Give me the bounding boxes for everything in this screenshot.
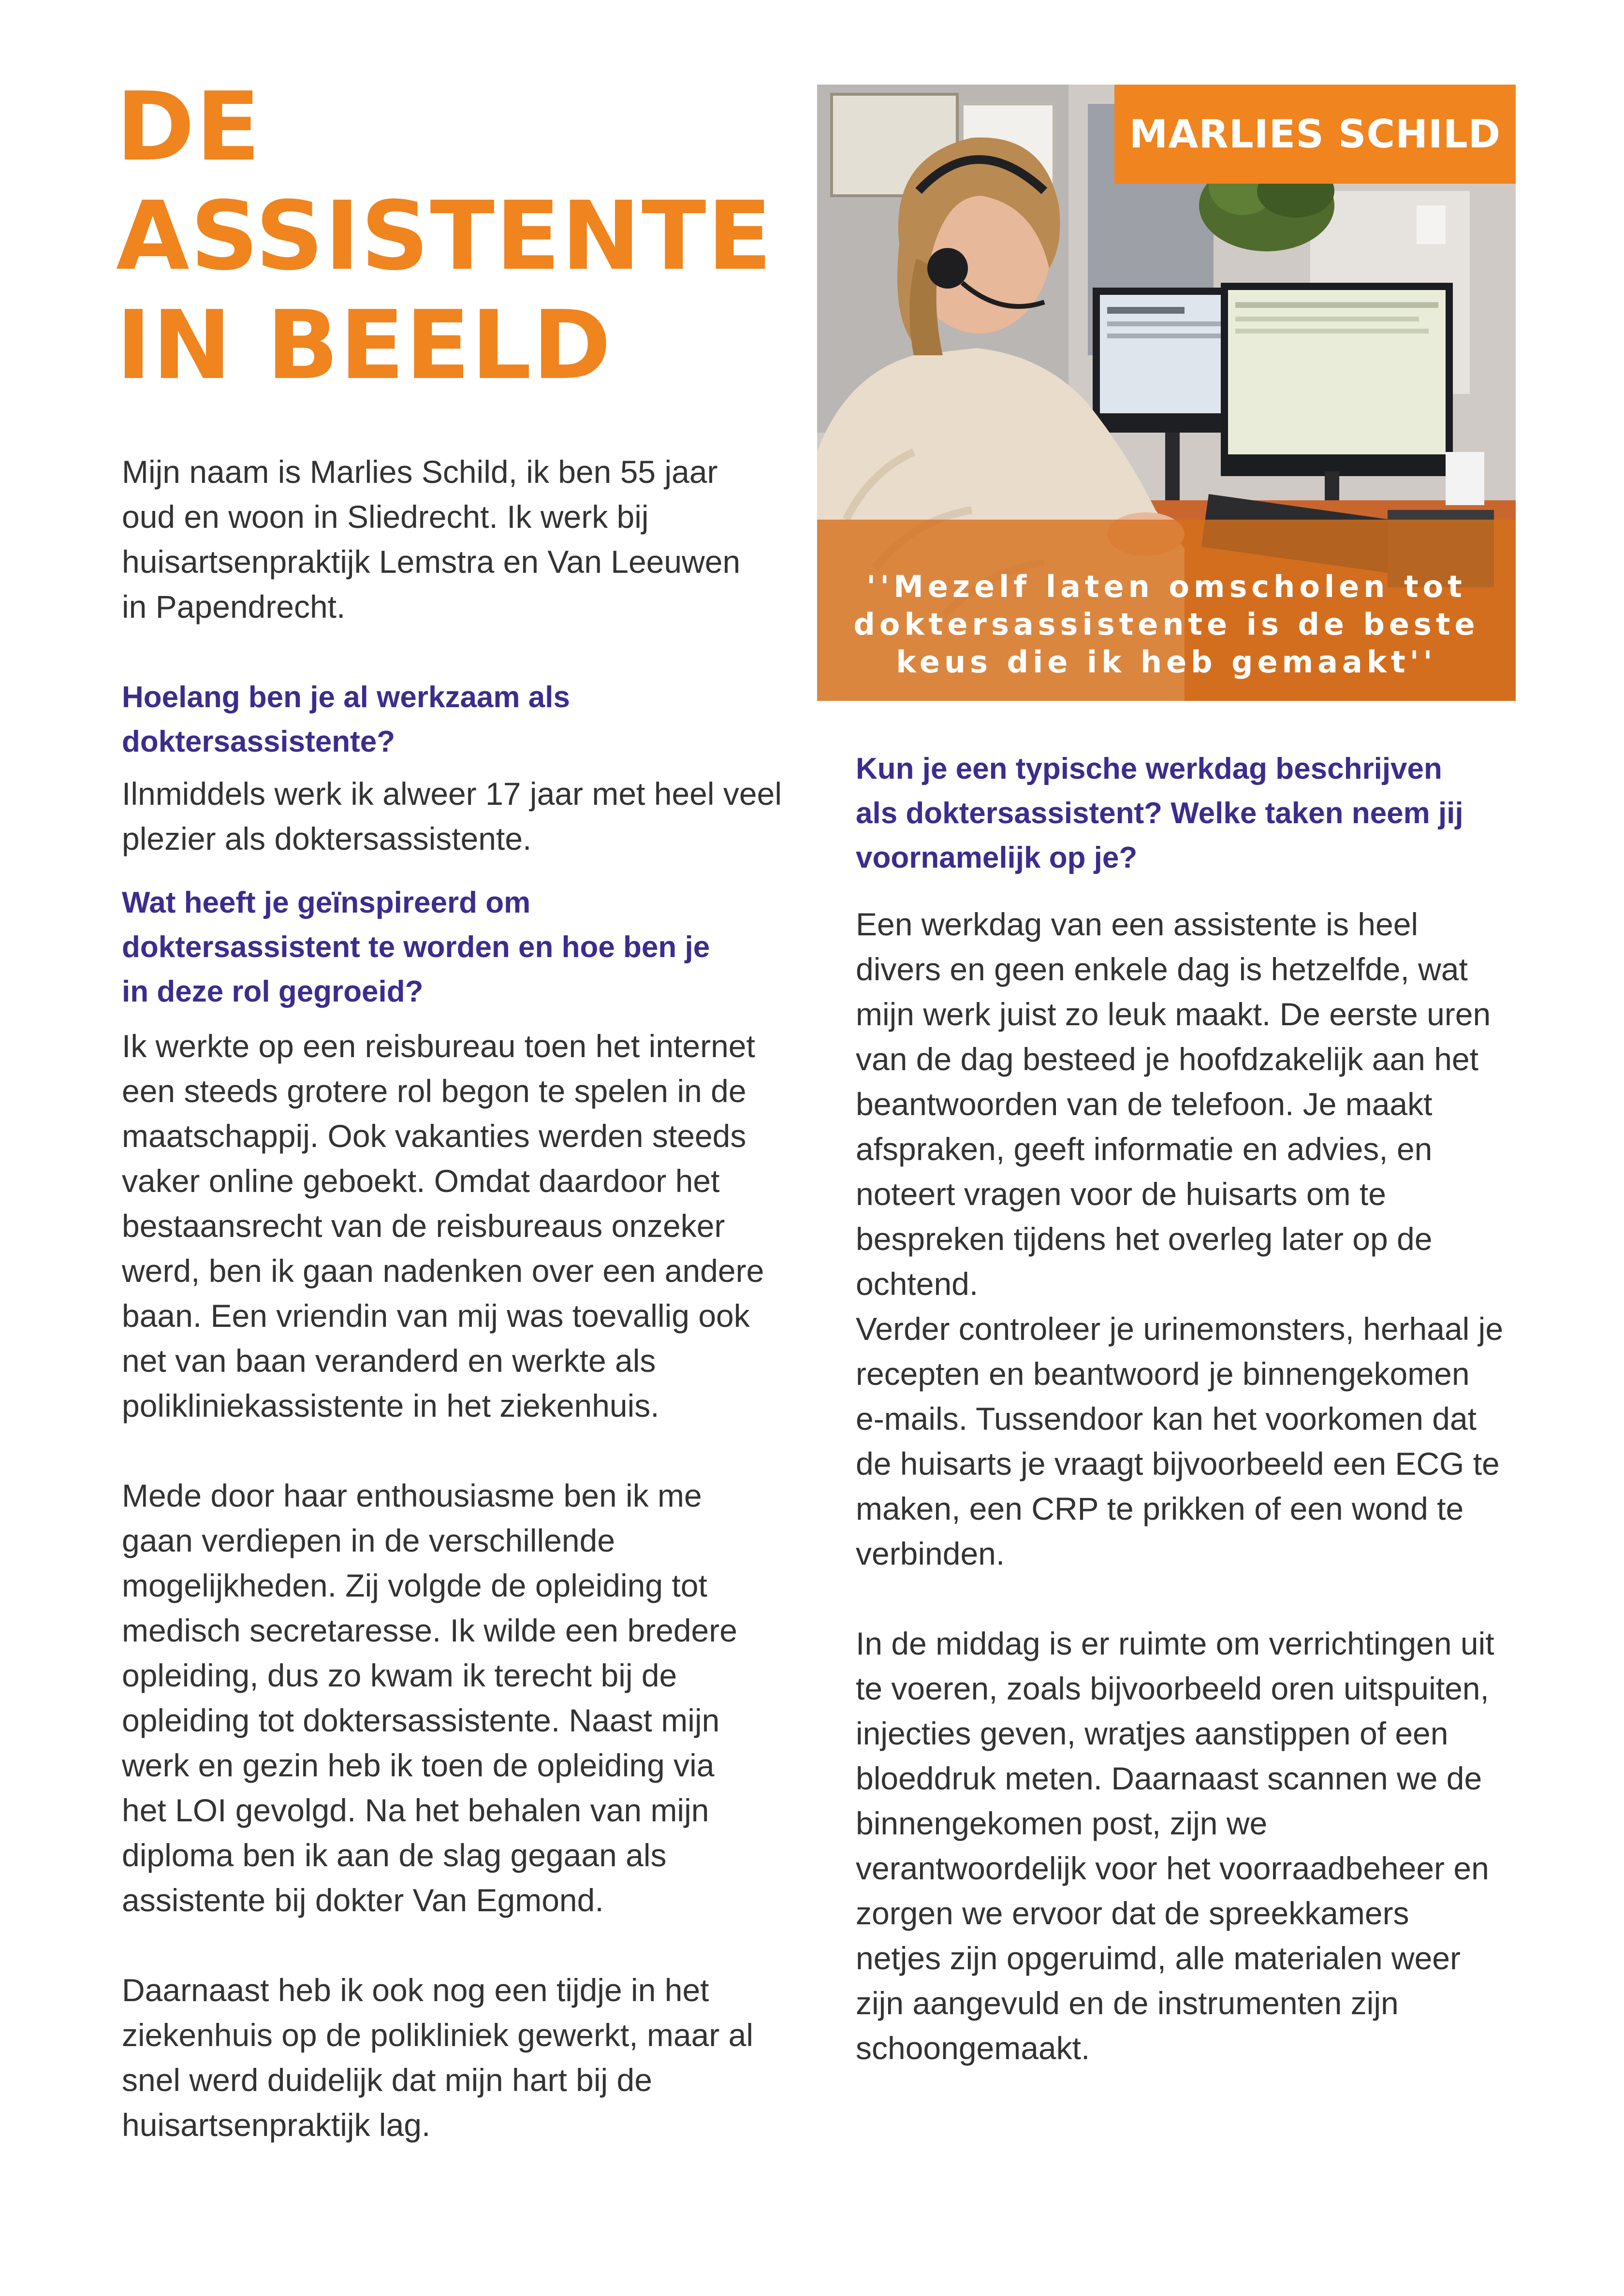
- right-column: [856, 747, 1528, 2071]
- answer-paragraph: Een werkdag van een assistente is heel divers en geen enkele dag is hetzelfde, wat mijn werk juist zo leuk maakt. De eerste uren van de dag besteed je hoofdzakelijk aan het beantwoorden van de telefoon. Je maakt afspraken, geeft informatie en advies, en noteert vragen voor de huisarts om te bespreken tijdens het overleg later op de ochtend. Verder controleer je urinemonsters, herhaal je recepten en beantwoord je binnengekomen e-mails. Tussendoor kan het voorkomen dat de huisarts je vraagt bijvoorbeeld een ECG te maken, een CRP te prikken of een wond te verbinden.: [856, 906, 1504, 1571]
- page-title: [116, 73, 817, 400]
- question-heading: Kun je een typische werkdag beschrijven als doktersassistent? Welke taken neem jij voornamelijk op je?: [856, 752, 1463, 874]
- quote-band: [817, 520, 1516, 701]
- quote-line: ''Mezelf laten omscholen tot: [866, 569, 1466, 604]
- answer-paragraph: Ik werkte op een reisbureau toen het internet een steeds grotere rol begon te spelen in de maatschappij. Ook vakanties werden steeds vaker online geboekt. Omdat daardoor het bestaansrecht van de reisbureaus onzeker werd, ben ik gaan nadenken over een andere baan. Een vriendin van mij was toevallig ook net van baan veranderd en werkte als polikliniekassistente in het ziekenhuis.: [122, 1028, 764, 1424]
- left-column: [122, 450, 782, 2148]
- answer-paragraph: Mede door haar enthousiasme ben ik me gaan verdiepen in de verschillende mogelijkheden. Zij volgde de opleiding tot medisch secretaresse. Ik wilde een bredere opleiding, dus zo kwam ik terecht bij de opleiding tot doktersassistente. Naast mijn werk en gezin heb ik toen de opleiding via het LOI gevolgd. Na het behalen van mijn diploma ben ik aan de slag gegaan als assistente bij dokter Van Egmond.: [122, 1478, 737, 1918]
- question-heading: Hoelang ben je al werkzaam als doktersassistente?: [122, 681, 570, 758]
- portrait-photo: [817, 85, 1516, 701]
- name-label: MARLIES SCHILD: [1114, 85, 1516, 184]
- answer-paragraph: Ilnmiddels werk ik alweer 17 jaar met heel veel plezier als doktersassistente.: [122, 776, 782, 857]
- intro-paragraph: Mijn naam is Marlies Schild, ik ben 55 jaar oud en woon in Sliedrecht. Ik werk bij huisartsenpraktijk Lemstra en Van Leeuwen in Papendrecht.: [122, 454, 741, 625]
- pull-quote: [817, 568, 1516, 681]
- quote-line: doktersassistente is de beste: [853, 607, 1479, 642]
- answer-paragraph: Daarnaast heb ik ook nog een tijdje in het ziekenhuis op de polikliniek gewerkt, maar al snel werd duidelijk dat mijn hart bij de huisartsenpraktijk lag.: [122, 1972, 754, 2143]
- quote-line: keus die ik heb gemaakt'': [896, 644, 1437, 680]
- title-line: IN BEELD: [116, 291, 612, 401]
- question-heading: Wat heeft je geïnspireerd om doktersassistent te worden en hoe ben je in deze rol gegroeid?: [122, 886, 710, 1008]
- answer-paragraph: In de middag is er ruimte om verrichtingen uit te voeren, zoals bijvoorbeeld oren uitspuiten, injecties geven, wratjes aanstippen of een bloeddruk meten. Daarnaast scannen we de binnengekomen post, zijn we verantwoordelijk voor het voorraadbeheer en zorgen we ervoor dat de spreekkamers netjes zijn opgeruimd, alle materialen weer zijn aangevuld en de instrumenten zijn schoongemaakt.: [856, 1626, 1494, 2066]
- title-line: DE: [116, 72, 262, 182]
- title-line: ASSISTENTE: [116, 181, 773, 291]
